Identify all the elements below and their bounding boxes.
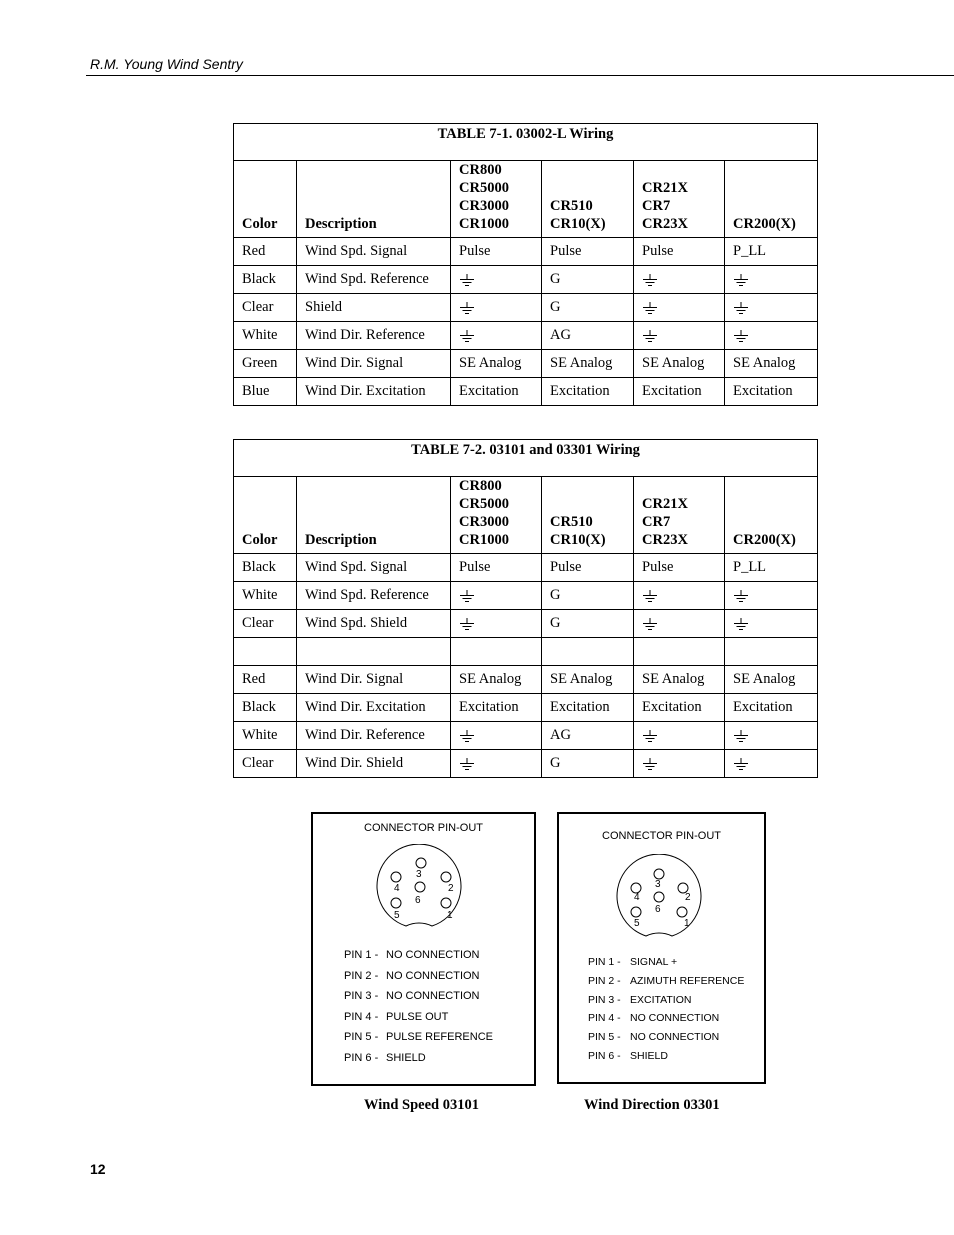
header-rule: [86, 75, 954, 76]
table-cell: Excitation: [542, 694, 634, 722]
ground-icon: [459, 758, 475, 771]
pin-number: PIN 6 -: [588, 1049, 621, 1062]
pin-description: AZIMUTH REFERENCE: [630, 974, 745, 987]
table-cell: Excitation: [725, 378, 818, 406]
table-cell: Excitation: [634, 694, 725, 722]
table-cell: Clear: [234, 610, 297, 638]
ground-icon: [733, 758, 749, 771]
pin-label: 6: [415, 895, 421, 906]
table-row: [234, 694, 818, 722]
pin-row: [344, 1048, 493, 1069]
column-header: CR800 CR5000 CR3000 CR1000: [451, 477, 542, 554]
table-row: [234, 666, 818, 694]
table-cell: Wind Dir. Reference: [297, 322, 451, 350]
table-cell: Excitation: [542, 378, 634, 406]
table-cell: Wind Dir. Shield: [297, 750, 451, 778]
pin-row: [344, 945, 493, 966]
pin-description: NO CONNECTION: [386, 949, 480, 961]
connector-diagram: [609, 854, 709, 946]
table-cell: Wind Dir. Signal: [297, 666, 451, 694]
table-cell: AG: [542, 722, 634, 750]
table-cell: Black: [234, 266, 297, 294]
table-cell: [451, 638, 542, 666]
ground-icon: [459, 302, 475, 315]
ground-icon: [733, 730, 749, 743]
ground-cell: [725, 266, 818, 294]
pin-number: PIN 5 -: [344, 1031, 379, 1043]
figure-caption-wind-speed: Wind Speed 03101: [364, 1097, 479, 1113]
ground-icon: [459, 330, 475, 343]
ground-icon: [642, 758, 658, 771]
ground-icon: [459, 618, 475, 631]
pin-label: 1: [684, 918, 690, 929]
pin-description: NO CONNECTION: [630, 1031, 720, 1044]
pin-description: SIGNAL +: [630, 956, 678, 968]
table-cell: Pulse: [451, 238, 542, 266]
pin-list: [344, 945, 493, 1068]
table-cell: Wind Spd. Signal: [297, 238, 451, 266]
ground-icon: [733, 590, 749, 603]
pin-number: PIN 1 -: [344, 949, 379, 961]
pin-row: [588, 1009, 744, 1028]
ground-cell: [634, 582, 725, 610]
pin-number: PIN 4 -: [344, 1010, 379, 1023]
pin-description: SHIELD: [386, 1051, 426, 1064]
column-header: CR200(X): [725, 161, 818, 238]
table-cell: Blue: [234, 378, 297, 406]
connector-pinout-wind-speed: [311, 812, 536, 1086]
ground-cell: [634, 722, 725, 750]
table-row: [234, 294, 818, 322]
wiring-table-03101-03301: [233, 439, 818, 778]
table-row: [234, 610, 818, 638]
table-row: [234, 322, 818, 350]
ground-cell: [451, 582, 542, 610]
ground-cell: [451, 610, 542, 638]
table-cell: Green: [234, 350, 297, 378]
pin-number: PIN 4 -: [588, 1012, 621, 1025]
ground-icon: [642, 330, 658, 343]
table-row: [234, 638, 818, 666]
table-cell: SE Analog: [542, 350, 634, 378]
pin-description: NO CONNECTION: [630, 1012, 720, 1025]
table-cell: P_LL: [725, 554, 818, 582]
pin-number: PIN 1 -: [588, 956, 621, 968]
table-cell: G: [542, 582, 634, 610]
ground-icon: [642, 618, 658, 631]
table-cell: Red: [234, 666, 297, 694]
pinout-title: CONNECTOR PIN-OUT: [364, 822, 483, 834]
ground-cell: [451, 322, 542, 350]
pin-description: PULSE OUT: [386, 1010, 449, 1023]
table-row: [234, 238, 818, 266]
pin-row: [344, 966, 493, 987]
table-cell: SE Analog: [542, 666, 634, 694]
table-cell: White: [234, 582, 297, 610]
column-header: Color: [234, 161, 297, 238]
table-cell: [297, 638, 451, 666]
table-cell: Red: [234, 238, 297, 266]
pin-number: PIN 6 -: [344, 1051, 379, 1064]
table-cell: Wind Spd. Shield: [297, 610, 451, 638]
pin-description: EXCITATION: [630, 993, 692, 1006]
ground-cell: [451, 722, 542, 750]
pin-list: [588, 953, 744, 1066]
connector-pinout-wind-direction: [557, 812, 766, 1084]
pin-row: [344, 986, 493, 1007]
ground-cell: [725, 294, 818, 322]
table-cell: Black: [234, 694, 297, 722]
table-cell: Black: [234, 554, 297, 582]
table-cell: G: [542, 750, 634, 778]
table-cell: Excitation: [634, 378, 725, 406]
pin-row: [588, 991, 744, 1010]
table-cell: [725, 638, 818, 666]
table-cell: SE Analog: [634, 666, 725, 694]
ground-icon: [733, 302, 749, 315]
pin-row: [588, 953, 744, 972]
pin-description: SHIELD: [630, 1049, 668, 1062]
pinout-title: CONNECTOR PIN-OUT: [602, 830, 721, 842]
table-cell: White: [234, 322, 297, 350]
pin-label: 5: [394, 910, 400, 921]
page-number: 12: [90, 1161, 106, 1177]
table-cell: SE Analog: [634, 350, 725, 378]
ground-cell: [451, 294, 542, 322]
pin-number: PIN 2 -: [588, 974, 621, 987]
table-cell: AG: [542, 322, 634, 350]
table-cell: Wind Spd. Signal: [297, 554, 451, 582]
pin-row: [344, 1027, 493, 1048]
pin-label: 4: [394, 883, 400, 894]
table-cell: Wind Dir. Signal: [297, 350, 451, 378]
table-title: TABLE 7-1. 03002-L Wiring: [234, 124, 818, 161]
table-cell: [634, 638, 725, 666]
pin-description: NO CONNECTION: [386, 990, 480, 1002]
ground-icon: [459, 730, 475, 743]
column-header: CR510 CR10(X): [542, 477, 634, 554]
table-cell: SE Analog: [451, 350, 542, 378]
table-row: [234, 350, 818, 378]
table-cell: Excitation: [451, 378, 542, 406]
figure-caption-wind-direction: Wind Direction 03301: [584, 1097, 720, 1113]
pin-label: 6: [655, 904, 661, 915]
table-title: TABLE 7-2. 03101 and 03301 Wiring: [234, 440, 818, 477]
table-cell: Wind Dir. Reference: [297, 722, 451, 750]
ground-cell: [634, 750, 725, 778]
wiring-table-03002: [233, 123, 818, 406]
connector-diagram: [369, 844, 469, 936]
ground-icon: [459, 590, 475, 603]
pin-description: NO CONNECTION: [386, 969, 480, 982]
column-header: CR800 CR5000 CR3000 CR1000: [451, 161, 542, 238]
pin-label: 3: [655, 879, 661, 890]
running-head: R.M. Young Wind Sentry: [90, 56, 243, 72]
table-cell: G: [542, 610, 634, 638]
pin-label: 2: [685, 892, 691, 903]
column-header: Description: [297, 161, 451, 238]
table-cell: Pulse: [451, 554, 542, 582]
ground-cell: [634, 322, 725, 350]
table-cell: Excitation: [451, 694, 542, 722]
pin-number: PIN 2 -: [344, 969, 379, 982]
ground-cell: [634, 610, 725, 638]
table-cell: Wind Spd. Reference: [297, 582, 451, 610]
ground-icon: [642, 302, 658, 315]
ground-cell: [451, 750, 542, 778]
column-header: CR21X CR7 CR23X: [634, 477, 725, 554]
pin-number: PIN 3 -: [344, 990, 379, 1002]
table-row: [234, 750, 818, 778]
pin-number: PIN 5 -: [588, 1031, 621, 1044]
table-cell: Wind Spd. Reference: [297, 266, 451, 294]
table-row: [234, 554, 818, 582]
table-row: [234, 582, 818, 610]
column-header: CR21X CR7 CR23X: [634, 161, 725, 238]
pin-label: 4: [634, 892, 640, 903]
pin-row: [588, 1028, 744, 1047]
ground-cell: [725, 322, 818, 350]
pin-label: 1: [447, 910, 453, 921]
ground-cell: [725, 750, 818, 778]
table-row: [234, 266, 818, 294]
table-cell: SE Analog: [451, 666, 542, 694]
table-row: [234, 722, 818, 750]
ground-cell: [725, 582, 818, 610]
ground-icon: [459, 274, 475, 287]
pin-label: 2: [448, 883, 454, 894]
table-cell: SE Analog: [725, 666, 818, 694]
column-header: CR510 CR10(X): [542, 161, 634, 238]
table-cell: [234, 638, 297, 666]
table-cell: Pulse: [542, 238, 634, 266]
ground-icon: [733, 618, 749, 631]
table-cell: [542, 638, 634, 666]
table-cell: Pulse: [542, 554, 634, 582]
pin-row: [588, 1047, 744, 1066]
pin-number: PIN 3 -: [588, 993, 621, 1006]
ground-cell: [634, 294, 725, 322]
table-cell: Clear: [234, 750, 297, 778]
table-cell: P_LL: [725, 238, 818, 266]
ground-icon: [642, 590, 658, 603]
pin-row: [344, 1007, 493, 1028]
table-cell: G: [542, 266, 634, 294]
ground-cell: [725, 722, 818, 750]
table-cell: G: [542, 294, 634, 322]
ground-icon: [642, 274, 658, 287]
table-row: [234, 378, 818, 406]
table-cell: Pulse: [634, 554, 725, 582]
table-cell: Shield: [297, 294, 451, 322]
ground-cell: [725, 610, 818, 638]
table-cell: Wind Dir. Excitation: [297, 378, 451, 406]
column-header: Description: [297, 477, 451, 554]
table-cell: Pulse: [634, 238, 725, 266]
table-cell: Excitation: [725, 694, 818, 722]
column-header: Color: [234, 477, 297, 554]
ground-icon: [733, 274, 749, 287]
pin-description: PULSE REFERENCE: [386, 1031, 493, 1043]
ground-cell: [634, 266, 725, 294]
table-cell: White: [234, 722, 297, 750]
table-cell: SE Analog: [725, 350, 818, 378]
column-header: CR200(X): [725, 477, 818, 554]
table-cell: Clear: [234, 294, 297, 322]
table-cell: Wind Dir. Excitation: [297, 694, 451, 722]
ground-icon: [733, 330, 749, 343]
pin-row: [588, 972, 744, 991]
pin-label: 3: [416, 869, 422, 880]
ground-icon: [642, 730, 658, 743]
pin-label: 5: [634, 918, 640, 929]
ground-cell: [451, 266, 542, 294]
